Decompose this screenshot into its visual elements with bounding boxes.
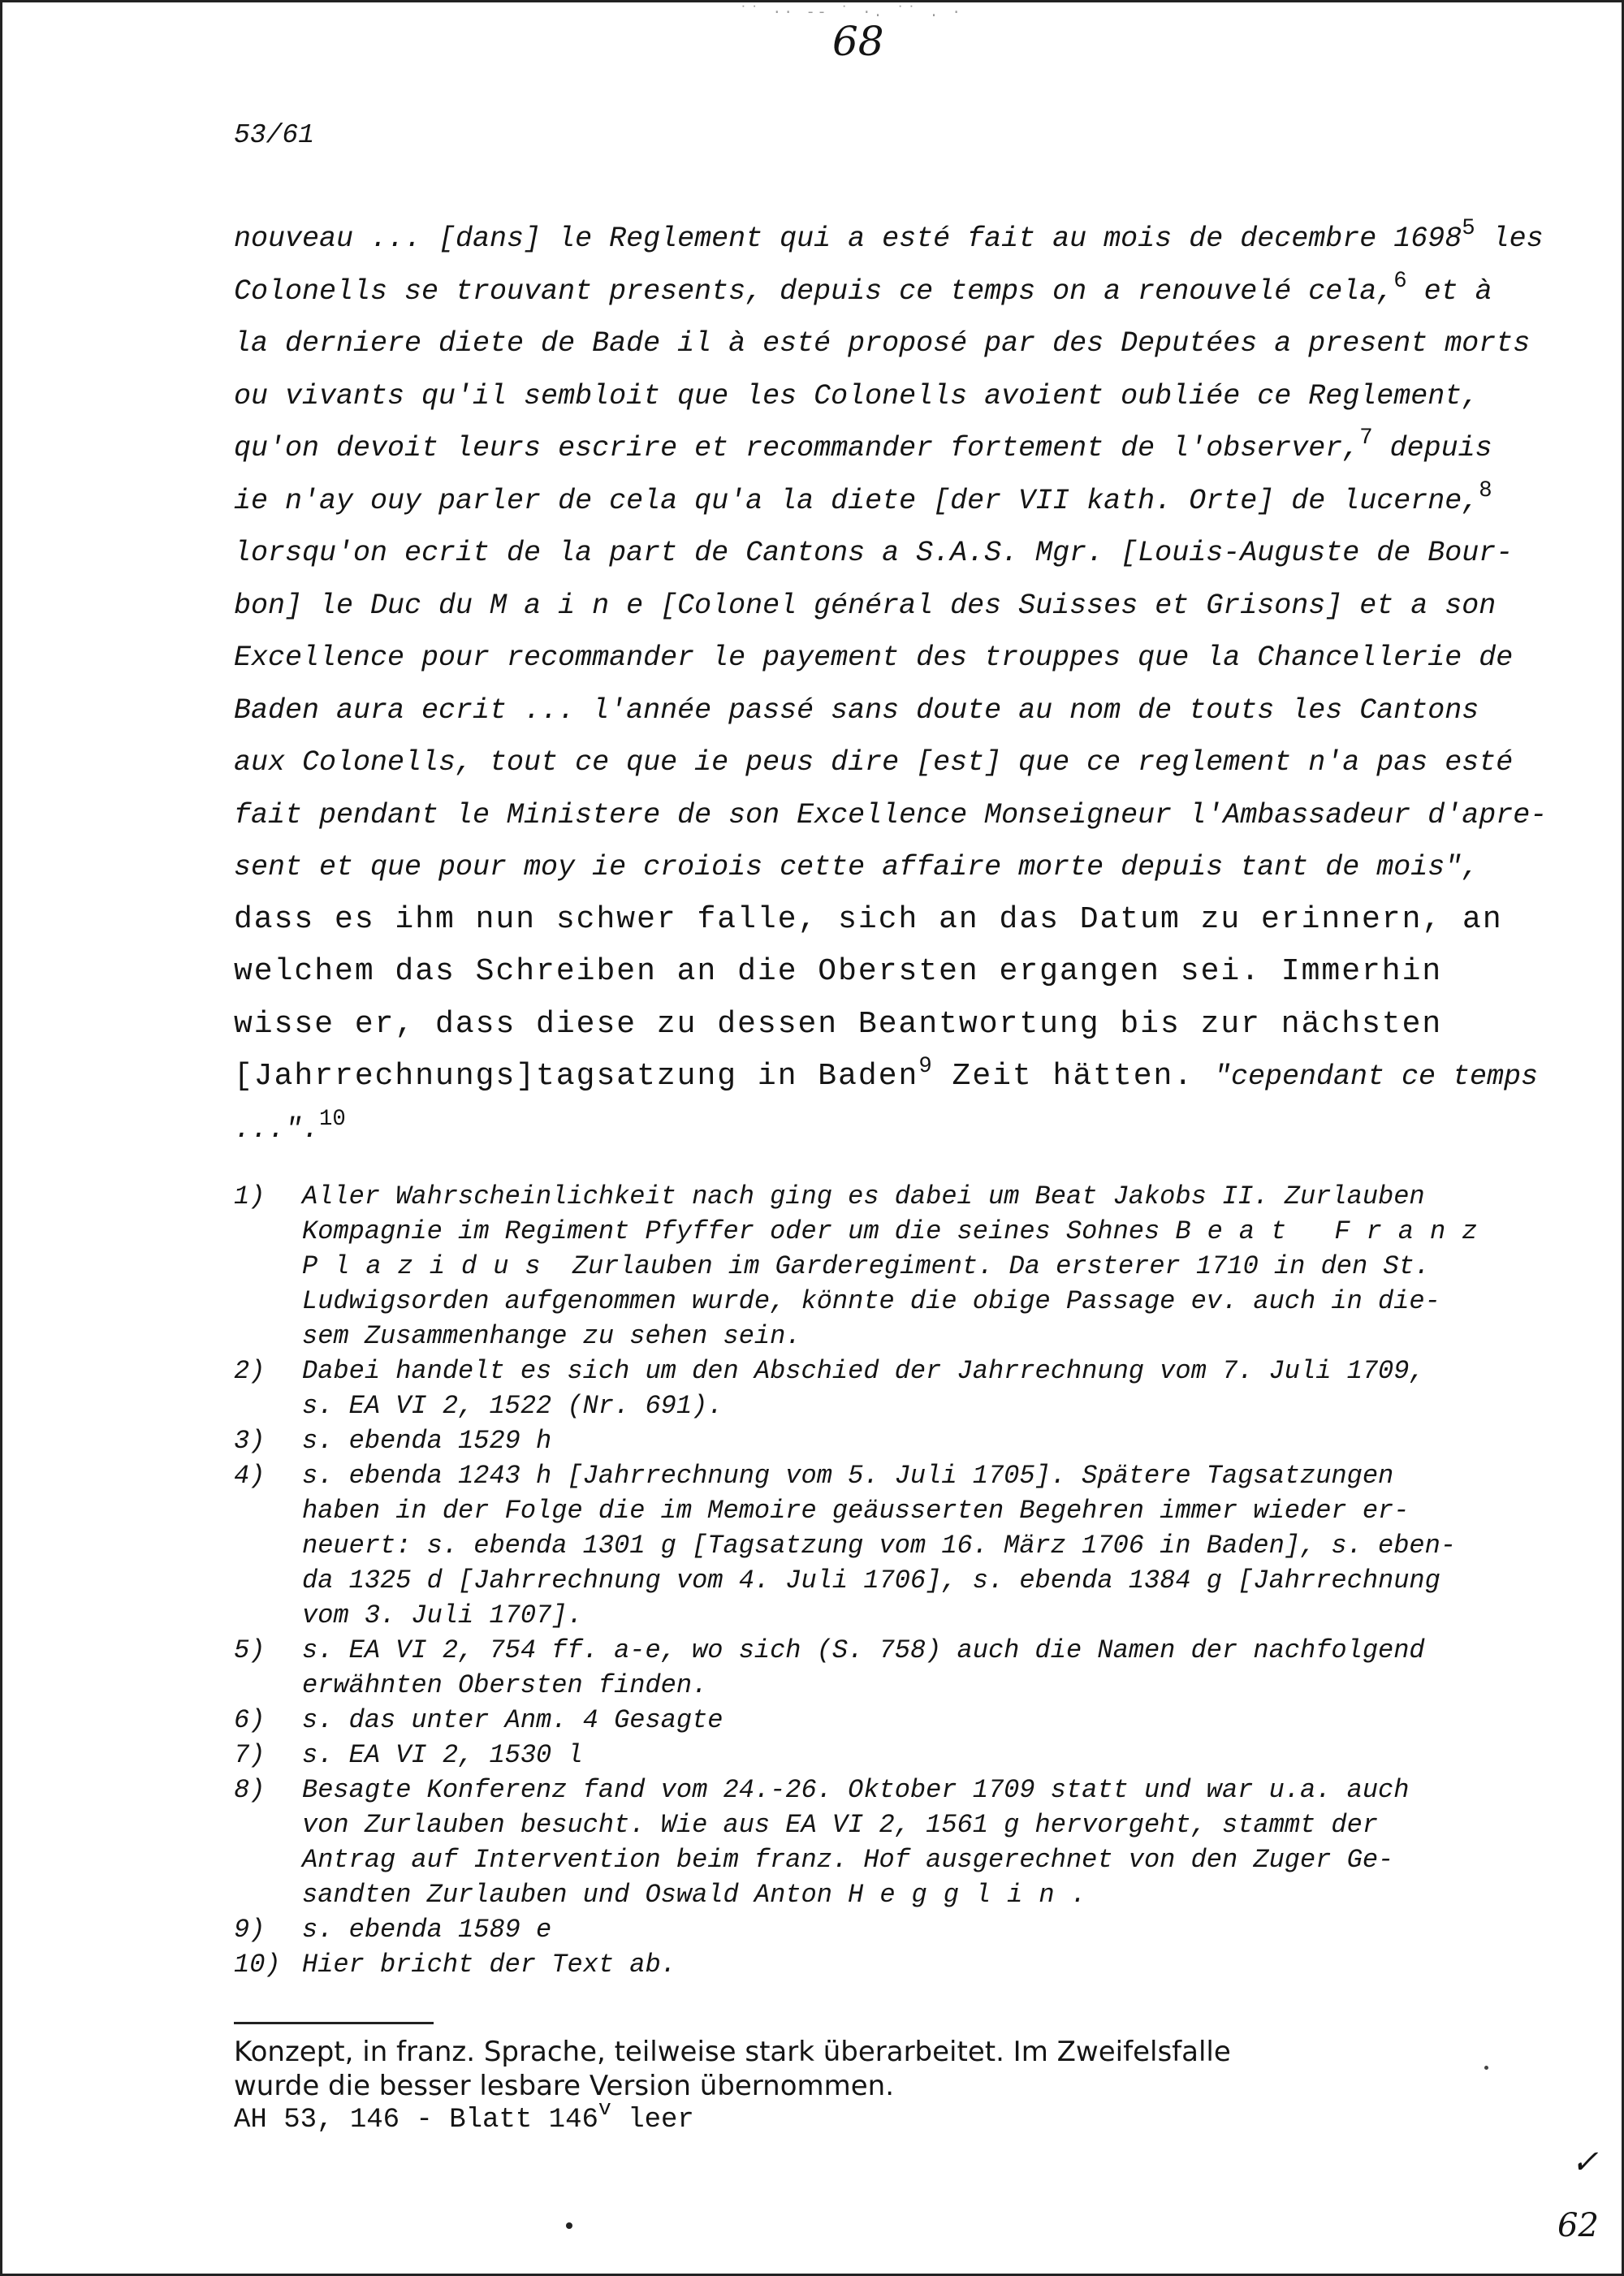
scan-noise: ˙˙ ·· ‐‐ ˙ ·. ˙˙ . · xyxy=(739,5,964,21)
spaced-name: Hegglin. xyxy=(848,1880,1103,1910)
footnote-number: 3) xyxy=(234,1426,266,1456)
text-line xyxy=(234,422,1517,475)
text-segment: [Colonel général des Suisses et Grisons] et a son xyxy=(643,589,1497,622)
text-segment: la derniere diete de Bade il à esté proposé par des Deputées a present morts xyxy=(234,327,1531,360)
footnote-text: haben in der Folge die im Memoire geäusserten Begehren immer wieder er- xyxy=(302,1496,1410,1526)
footer-rule xyxy=(234,2022,434,2024)
text-segment: M a i n e xyxy=(490,589,644,622)
footnote-text: Antrag auf Intervention beim franz. Hof ausgerechnet von den Zuger Ge- xyxy=(302,1845,1394,1875)
scan-border-top xyxy=(0,0,1624,2)
footnote-line xyxy=(302,1738,1566,1773)
text-segment: sent et que pour moy ie croiois cette affaire morte depuis tant de mois", xyxy=(234,851,1479,883)
text-line xyxy=(234,841,1517,894)
footnote-line xyxy=(302,1493,1566,1528)
footnote-line xyxy=(302,1947,1566,1982)
footnote-ref: 8 xyxy=(1479,477,1492,503)
footnote-text: sandten Zurlauben und Oswald Anton xyxy=(302,1880,832,1910)
footnote-line xyxy=(302,1388,1566,1423)
text-segment: et à xyxy=(1406,274,1492,308)
text-line xyxy=(234,266,1517,318)
footnote-line xyxy=(302,1842,1566,1877)
footnote-text: Dabei handelt es sich um den Abschied der Jahrrechnung vom 7. Juli 1709, xyxy=(302,1356,1425,1386)
handwritten-check-mark: ✓ xyxy=(1571,2144,1599,2181)
text-line xyxy=(234,789,1548,842)
source-footer xyxy=(234,2035,1231,2137)
footnote xyxy=(234,1423,1566,1458)
footnote-ref: 7 xyxy=(1359,425,1373,451)
footnote-number: 6) xyxy=(234,1705,266,1735)
footnote-text: von Zurlauben besucht. Wie aus EA VI 2, 1561 g hervorgeht, stammt der xyxy=(302,1810,1379,1840)
footnote-number: 1) xyxy=(234,1181,266,1211)
footnote xyxy=(234,1633,1566,1703)
footnote-line xyxy=(302,1912,1566,1947)
footnote xyxy=(234,1947,1566,1982)
blank-note: leer xyxy=(611,2105,694,2136)
footnote-line xyxy=(302,1423,1566,1458)
text-segment: Baden aura ecrit ... l'année passé sans doute au nom de touts les Cantons xyxy=(234,693,1479,727)
footnote-text: da 1325 d [Jahrrechnung vom 4. Juli 1706], s. ebenda 1384 g [Jahrrechnung xyxy=(302,1566,1440,1596)
footnote-ref: 9 xyxy=(918,1054,932,1079)
footnote-line xyxy=(302,1703,1566,1738)
footnote-line xyxy=(302,1668,1566,1703)
scan-border-left xyxy=(0,0,2,2276)
footnote-text: Hier bricht der Text ab. xyxy=(302,1950,676,1980)
footnote-line xyxy=(302,1773,1566,1807)
footnote-number: 2) xyxy=(234,1356,266,1386)
footnote-number: 10) xyxy=(234,1950,281,1980)
footnotes xyxy=(234,1179,1566,1982)
footnote-line xyxy=(302,1807,1566,1842)
footnote-number: 9) xyxy=(234,1915,266,1945)
text-segment: fait pendant le Ministere de son Excellence Monseigneur l'Ambassadeur d'apre- xyxy=(234,798,1548,831)
text-segment: Zeit hätten. xyxy=(931,1059,1214,1094)
main-text-body xyxy=(234,213,1548,1155)
text-segment: ...". xyxy=(234,1112,320,1146)
footnote-line xyxy=(302,1633,1566,1668)
text-segment: welchem das Schreiben an die Obersten ergangen sei. Immerhin xyxy=(234,954,1443,989)
ink-dot xyxy=(1484,2066,1488,2070)
footnote-text: s. EA VI 2, 1530 l xyxy=(302,1740,583,1770)
footnote-text: s. ebenda 1529 h xyxy=(302,1426,552,1456)
footer-line-1: Konzept, in franz. Sprache, teilweise stark überarbeitet. Im Zweifelsfalle xyxy=(234,2036,1231,2068)
text-segment: ou vivants qu'il sembloit que les Colonells avoient oubliée ce Reglement, xyxy=(234,379,1479,412)
text-segment: wisse er, dass diese zu dessen Beantwortung bis zur nächsten xyxy=(234,1006,1443,1042)
footnote-line: Ludwigsorden aufgenommen wurde, könnte die obige Passage ev. auch in die- xyxy=(302,1286,1440,1316)
text-line xyxy=(234,475,1517,528)
text-line xyxy=(234,736,1517,789)
text-line xyxy=(234,894,1517,947)
footnote-text: s. das unter Anm. 4 Gesagte xyxy=(302,1705,723,1735)
footnote xyxy=(234,1912,1566,1947)
handwritten-corner-number: 62 xyxy=(1557,2207,1599,2244)
footnote-number: 5) xyxy=(234,1635,266,1665)
text-line xyxy=(234,1103,1517,1156)
footnote-number: 7) xyxy=(234,1740,266,1770)
footnote-line: sem Zusammenhange zu sehen sein. xyxy=(302,1321,801,1351)
footnote xyxy=(234,1738,1566,1773)
text-line xyxy=(234,685,1517,737)
text-line xyxy=(234,213,1544,266)
footnote-text: s. ebenda 1589 e xyxy=(302,1915,552,1945)
text-segment: ie n'ay ouy parler de cela qu'a la diete [der VII kath. Orte] de lucerne, xyxy=(234,484,1479,517)
ink-dot xyxy=(566,2222,572,2229)
footnote-ref: 6 xyxy=(1393,268,1407,294)
text-line xyxy=(234,317,1531,370)
footer-line-3 xyxy=(234,2097,1231,2137)
spaced-name: Plazidus xyxy=(302,1251,557,1281)
footnote-line: Aller Wahrscheinlichkeit nach ging es dabei um Beat Jakobs II. Zurlauben xyxy=(302,1181,1425,1211)
footnote-number: 8) xyxy=(234,1775,266,1805)
text-segment: bon] le Duc du xyxy=(234,589,490,622)
text-line xyxy=(234,580,1517,633)
text-segment: les xyxy=(1475,222,1544,255)
footnote-text: neuert: s. ebenda 1301 g [Tagsatzung vom 16. März 1706 in Baden], s. eben- xyxy=(302,1531,1457,1561)
text-segment: aux Colonells, tout ce que ie peus dire [est] que ce reglement n'a pas esté xyxy=(234,746,1514,779)
text-line xyxy=(234,946,1517,999)
text-segment: lorsqu'on ecrit de la part de Cantons a S.A.S. Mgr. [Louis-Auguste de Bour- xyxy=(234,537,1514,569)
footnote-text: erwähnten Obersten finden. xyxy=(302,1670,708,1700)
verso-mark: v xyxy=(598,2097,611,2122)
handwritten-folio-number: 68 xyxy=(832,18,884,65)
footnote xyxy=(234,1179,1566,1354)
footer-line-2: wurde die besser lesbare Version übernommen. xyxy=(234,2070,895,2102)
archive-reference: AH 53, 146 - Blatt 146 xyxy=(234,2105,598,2136)
footnote-text: Kompagnie im Regiment Pfyffer oder um die seines Sohnes xyxy=(302,1216,1160,1246)
footnote xyxy=(234,1354,1566,1423)
page-number: 53/61 xyxy=(234,120,315,150)
footnote-text: s. ebenda 1243 h [Jahrrechnung vom 5. Juli 1705]. Spätere Tagsatzungen xyxy=(302,1461,1394,1491)
footnote-ref: 5 xyxy=(1462,216,1475,241)
footnote-line xyxy=(302,1598,1566,1633)
footnote xyxy=(234,1773,1566,1912)
footnote-line xyxy=(302,1354,1566,1388)
footnote-text: s. EA VI 2, 754 ff. a-e, wo sich (S. 758) auch die Namen der nachfolgend xyxy=(302,1635,1425,1665)
text-segment: qu'on devoit leurs escrire et recommander fortement de l'observer, xyxy=(234,432,1360,464)
text-segment: dass es ihm nun schwer falle, sich an das Datum zu erinnern, an xyxy=(234,901,1503,937)
text-line xyxy=(234,527,1517,580)
text-segment: [Jahrrechnungs]tagsatzung in Baden xyxy=(234,1059,919,1094)
footnote-line xyxy=(302,1214,1566,1249)
footnote-text: Besagte Konferenz fand vom 24.-26. Oktober 1709 statt und war u.a. auch xyxy=(302,1775,1410,1805)
footnote-line xyxy=(302,1458,1566,1493)
text-segment: Excellence pour recommander le payement des trouppes que la Chancellerie de xyxy=(234,641,1514,674)
text-segment: nouveau ... [dans] le Reglement qui a esté fait au mois de decembre 1698 xyxy=(234,222,1462,255)
spaced-name: Beat Franz xyxy=(1175,1216,1494,1246)
footnote-text: Zurlauben im Garderegiment. Da ersterer 1710 in den St. xyxy=(556,1251,1430,1281)
footnote xyxy=(234,1703,1566,1738)
footnote-line xyxy=(302,1249,1566,1284)
text-segment: Colonells se trouvant presents, depuis ce temps on a renouvelé cela, xyxy=(234,274,1394,308)
footnote-text: vom 3. Juli 1707]. xyxy=(302,1600,583,1630)
footnote-number: 4) xyxy=(234,1461,266,1491)
footnote xyxy=(234,1458,1566,1633)
text-line xyxy=(234,999,1517,1052)
text-line xyxy=(234,632,1517,685)
text-line xyxy=(234,370,1517,423)
footnote-line xyxy=(302,1528,1566,1563)
text-line xyxy=(234,1051,1539,1103)
text-segment: depuis xyxy=(1372,432,1492,464)
footnote-line xyxy=(302,1563,1566,1598)
footnote-ref: 10 xyxy=(319,1106,346,1132)
footnote-line xyxy=(302,1877,1566,1912)
text-segment: "cependant ce temps xyxy=(1213,1060,1539,1093)
footnote-text: s. EA VI 2, 1522 (Nr. 691). xyxy=(302,1391,723,1421)
